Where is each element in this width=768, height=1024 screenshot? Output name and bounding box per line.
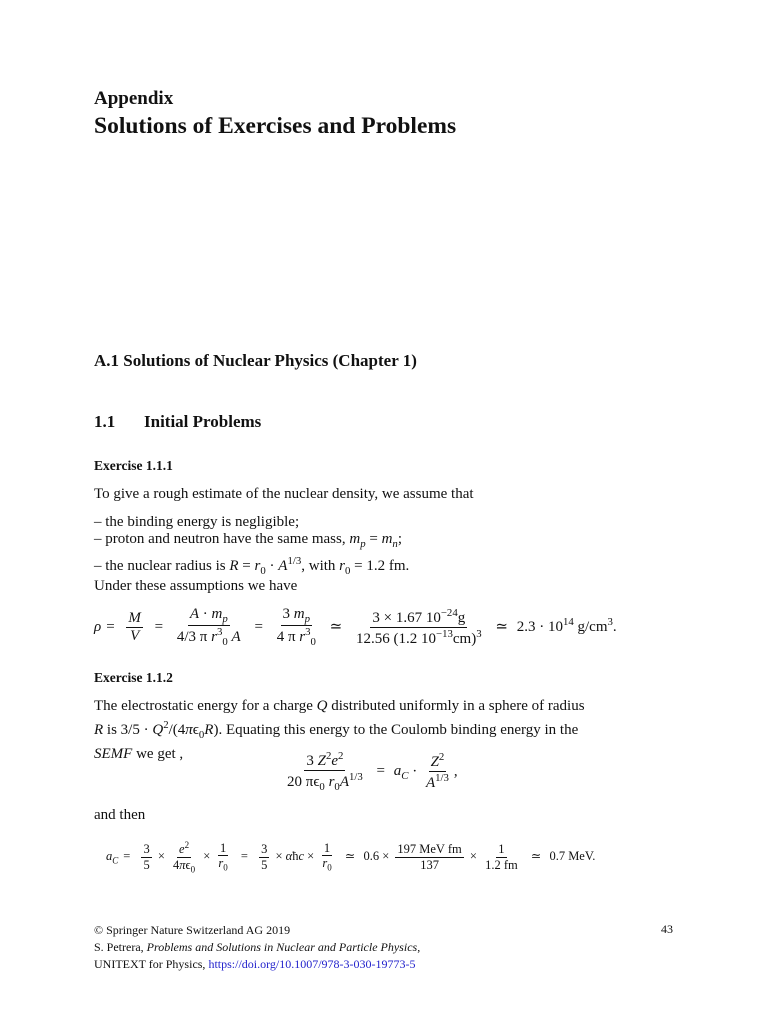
series-line: UNITEXT for Physics, https://doi.org/10.1007/978-3-030-19773-5 xyxy=(94,957,416,971)
paragraph: To give a rough estimate of the nuclear density, we assume that xyxy=(94,486,474,502)
assumption-list xyxy=(94,514,409,580)
citation: S. Petrera, Problems and Solutions in Nuclear and Particle Physics, xyxy=(94,940,421,954)
coulomb-equation: $\frac{3 Z^2e^2}{20 \pi\epsilon_0 r_0A^{1/3}}$ = $a_C$ · $\frac{Z^2}{A^{1/3}}$ , xyxy=(287,750,458,794)
footer xyxy=(94,922,420,973)
doi-link[interactable]: https://doi.org/10.1007/978-3-030-19773-5 xyxy=(208,957,416,971)
section-heading: A.1 Solutions of Nuclear Physics (Chapter 1) xyxy=(94,351,417,370)
page-title: Solutions of Exercises and Problems xyxy=(94,113,457,139)
copyright: © Springer Nature Switzerland AG 2019 xyxy=(94,923,291,937)
density-equation: ρ = $\frac{M}{V}$ = $\frac{A \cdot m_p}{4/3 \pi r^3_0 A}$ = $\frac{3 m_p}{4 \pi r^3_0}$ ≃ $\frac{3 \times 1.67 10^{-24}g}{12.56 (1.2 10^{-13}cm)^3}$ ≃ $2.3 \cdot 10^{14}$ $g/cm^3$. xyxy=(94,606,617,649)
exercise-heading: Exercise 1.1.1 xyxy=(94,458,173,473)
subsection-heading xyxy=(94,412,261,432)
list-item: – the nuclear radius is $R = r_0 \cdot A^{1/3}$, with $r_0 = 1.2$ fm. xyxy=(94,553,409,580)
paragraph: Under these assumptions we have xyxy=(94,578,298,594)
paragraph: The electrostatic energy for a charge Q distributed uniformly in a sphere of radius R is $3/5 \cdot Q^2/(4\pi\epsilon_0R)$. Equating this energy to the Coulomb binding energy in the SEMF we get , xyxy=(94,698,585,762)
exercise-heading: Exercise 1.1.2 xyxy=(94,670,173,685)
paragraph: and then xyxy=(94,807,146,823)
list-item: – proton and neutron have the same mass, $m_p = m_n$; xyxy=(94,531,409,553)
list-item: – the binding energy is negligible; xyxy=(94,514,409,531)
page-number: 43 xyxy=(661,922,673,936)
subsection-title: Initial Problems xyxy=(144,412,262,431)
appendix-label: Appendix xyxy=(94,88,174,109)
ac-equation: $a_C$ = $\frac{3}{5}$ × $\frac{e^2}{4\pi\epsilon_0}$ × $\frac{1}{r_0}$ = $\frac{3}{5}$ × αħc × $\frac{1}{r_0}$ ≃ 0.6 × $\frac{\text{197 MeV fm}}{137}$ × $\frac{1}{1.2 fm}$ ≃ 0.7 MeV. xyxy=(106,840,596,875)
subsection-number: 1.1 xyxy=(94,412,116,431)
